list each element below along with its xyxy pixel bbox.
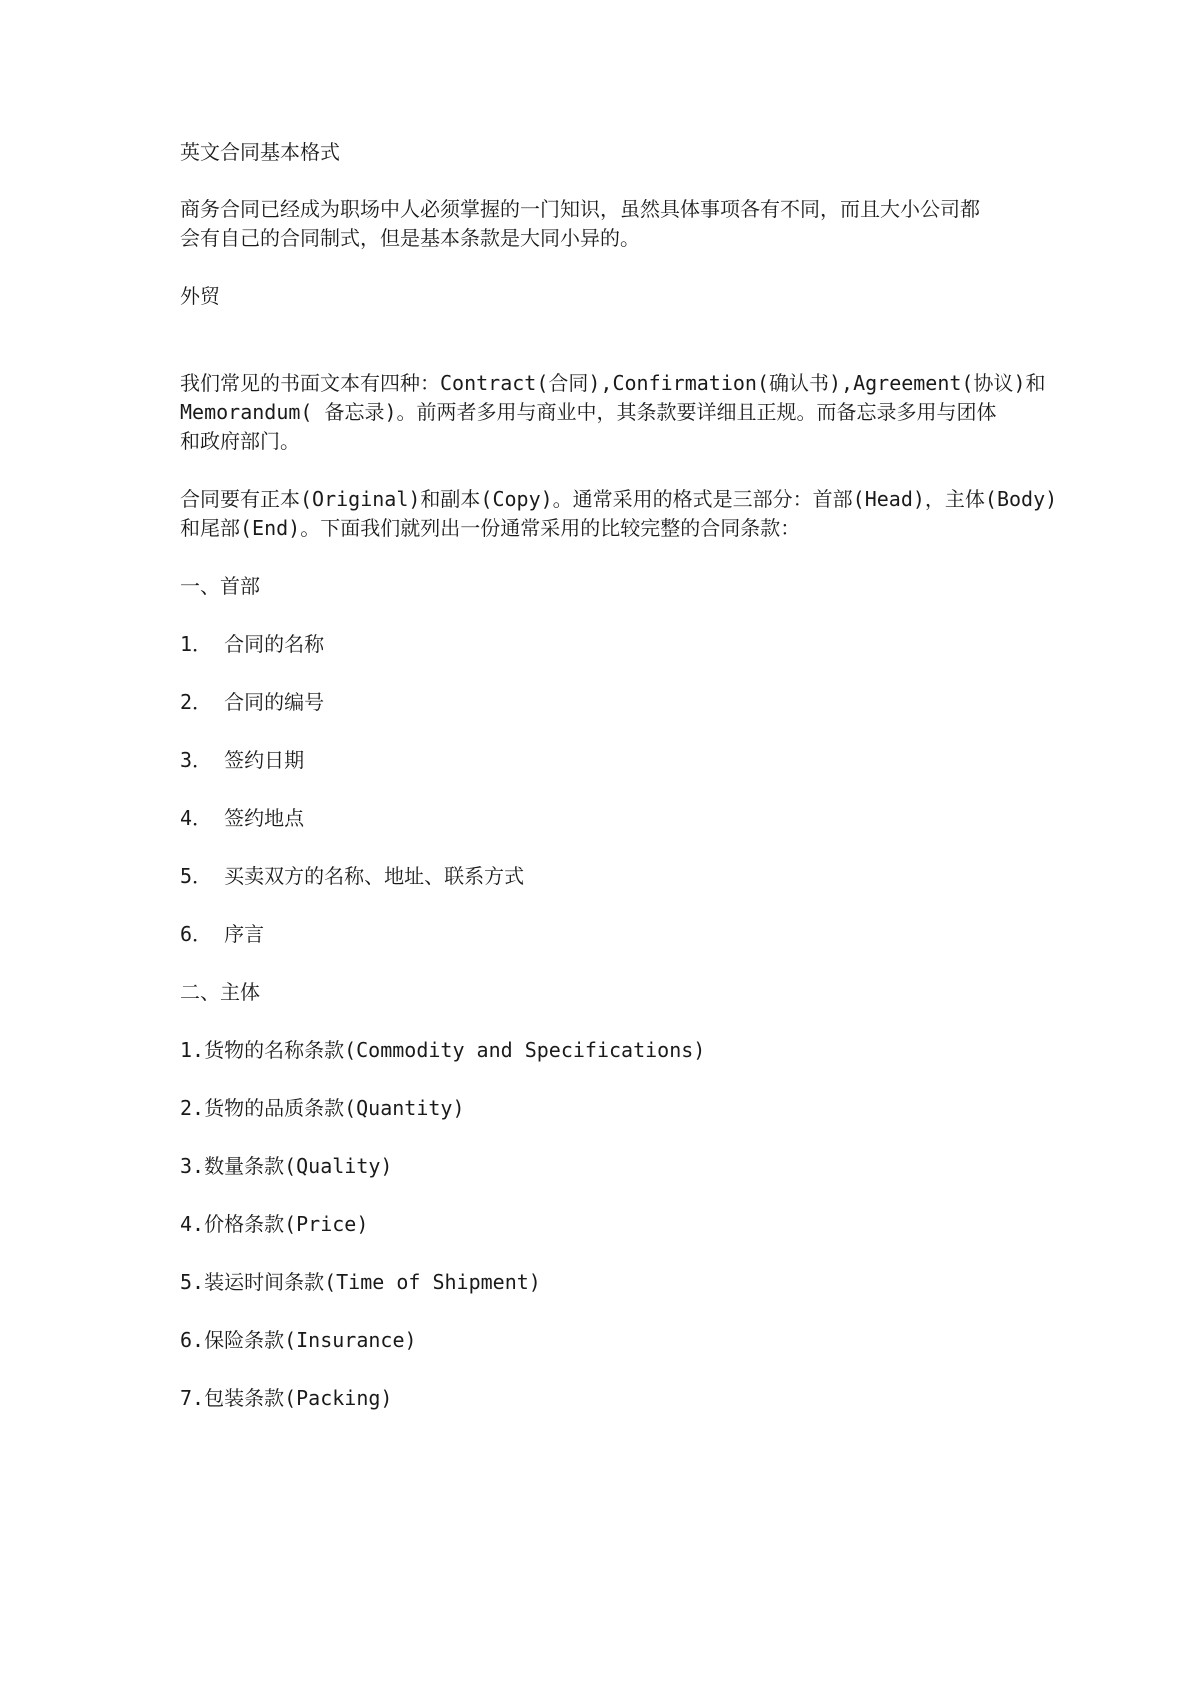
types-line-3: 和政府部门。 [180, 429, 300, 453]
list-item: 1． 合同的名称 [180, 632, 325, 656]
list-item: 1.货物的名称条款(Commodity and Specifications) [180, 1038, 706, 1062]
types-line-2: Memorandum( 备忘录)。前两者多用与商业中，其条款要详细且正规。而备忘录多用与团体 [180, 400, 997, 424]
types-line-1: 我们常见的书面文本有四种：Contract(合同),Confirmation(确认书),Agreement(协议)和 [180, 371, 1046, 395]
list-item: 4.价格条款(Price) [180, 1212, 369, 1236]
document-title: 英文合同基本格式 [180, 140, 340, 164]
list-item: 5.装运时间条款(Time of Shipment) [180, 1270, 541, 1294]
intro-line-2: 会有自己的合同制式，但是基本条款是大同小异的。 [180, 226, 640, 250]
intro-line-1: 商务合同已经成为职场中人必须掌握的一门知识，虽然具体事项各有不同，而且大小公司都 [180, 197, 980, 221]
list-item: 2.货物的品质条款(Quantity) [180, 1096, 465, 1120]
list-item: 4． 签约地点 [180, 806, 305, 830]
list-item: 3.数量条款(Quality) [180, 1154, 393, 1178]
list-item: 6.保险条款(Insurance) [180, 1328, 417, 1352]
list-item: 5． 买卖双方的名称、地址、联系方式 [180, 864, 525, 888]
list-item: 3． 签约日期 [180, 748, 305, 772]
format-line-2: 和尾部(End)。下面我们就列出一份通常采用的比较完整的合同条款： [180, 516, 801, 540]
category-label: 外贸 [180, 284, 220, 308]
list-item: 6． 序言 [180, 922, 265, 946]
list-item: 7.包装条款(Packing) [180, 1386, 393, 1410]
list-item: 2． 合同的编号 [180, 690, 325, 714]
section-body-heading: 二、主体 [180, 980, 260, 1004]
section-head-heading: 一、首部 [180, 574, 260, 598]
format-line-1: 合同要有正本(Original)和副本(Copy)。通常采用的格式是三部分：首部(Head)，主体(Body) [180, 487, 1058, 511]
